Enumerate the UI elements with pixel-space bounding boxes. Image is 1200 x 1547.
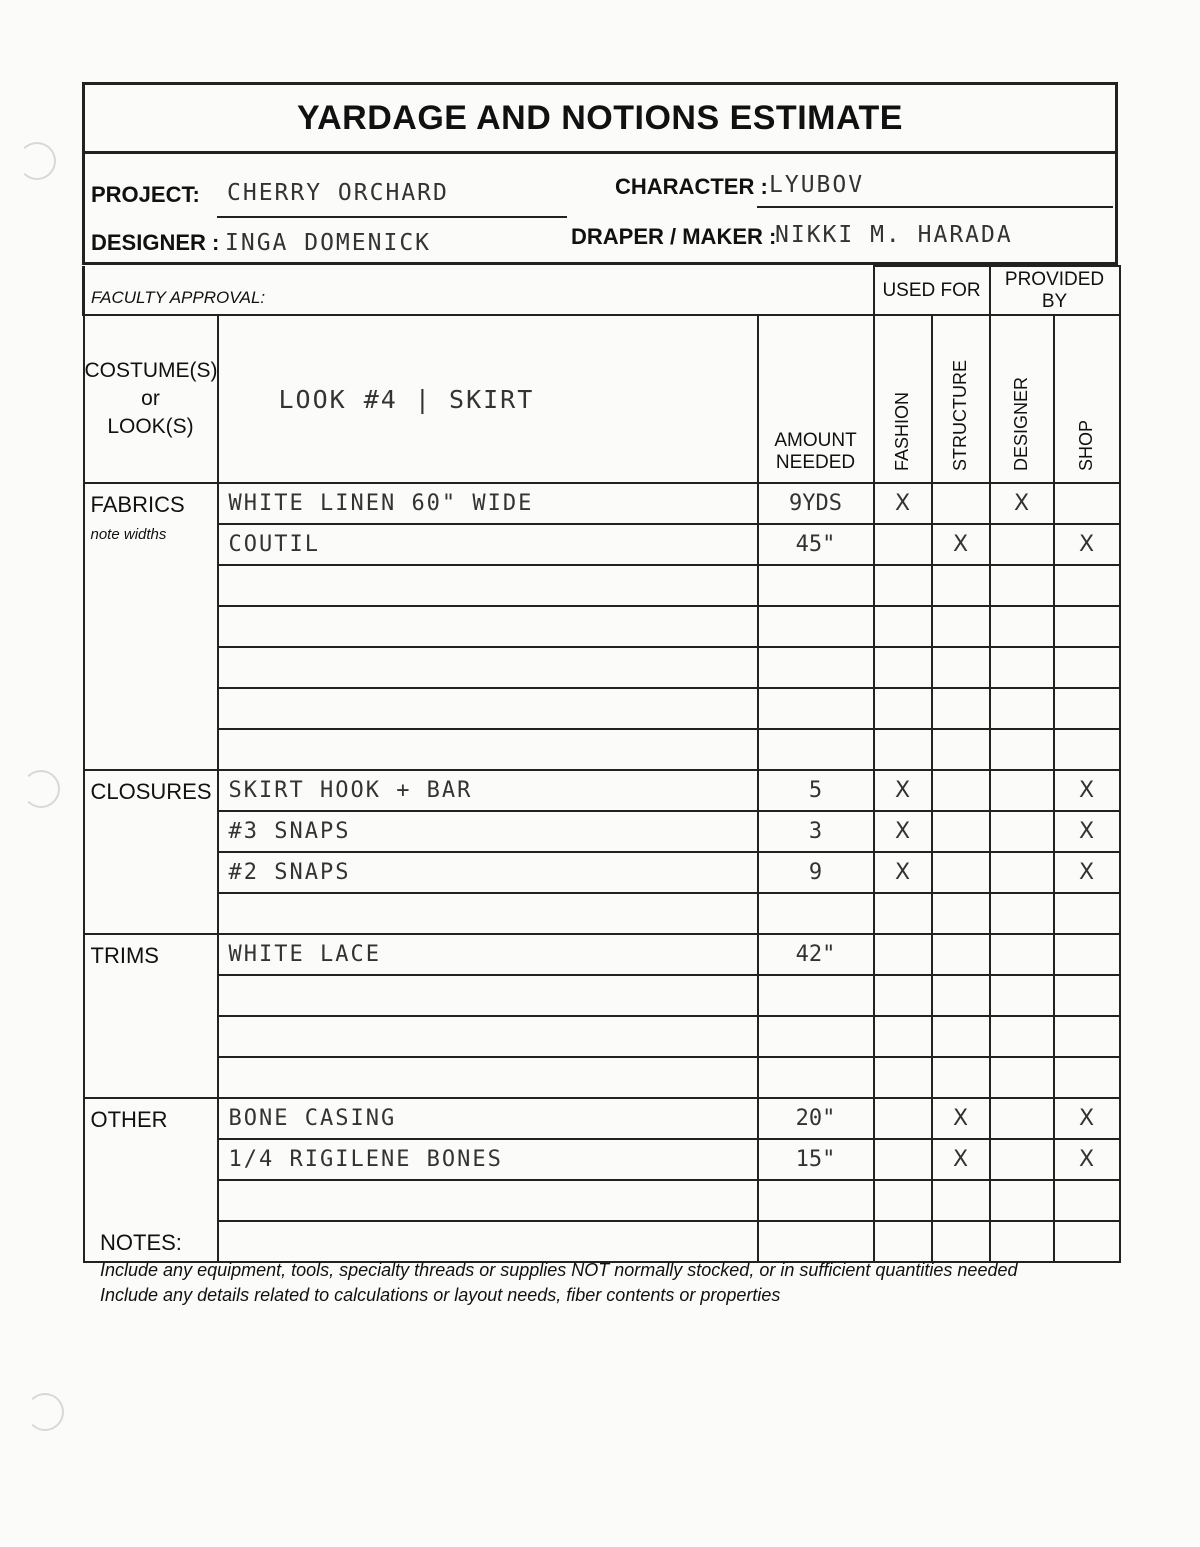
shop-check-cell[interactable] [1054, 729, 1120, 770]
estimate-rows [84, 483, 1120, 1262]
designer-check-cell[interactable] [990, 565, 1054, 606]
item-cell[interactable] [218, 688, 758, 729]
amount-cell[interactable] [758, 606, 874, 647]
designer-check-cell[interactable]: X [990, 483, 1054, 524]
fashion-check-cell[interactable]: X [874, 770, 932, 811]
amount-cell[interactable] [758, 565, 874, 606]
structure-check-cell[interactable] [932, 1180, 990, 1221]
project-underline [217, 216, 567, 218]
binder-hole-middle [22, 770, 60, 808]
structure-check-cell[interactable] [932, 975, 990, 1016]
structure-check-cell[interactable] [932, 688, 990, 729]
estimate-form [82, 82, 1118, 1263]
designer-label: DESIGNER : [91, 230, 220, 255]
amount-cell[interactable] [758, 1180, 874, 1221]
structure-check-cell[interactable] [932, 811, 990, 852]
fashion-check-cell[interactable] [874, 1016, 932, 1057]
shop-check-cell[interactable]: X [1054, 1139, 1120, 1180]
closures-category [84, 770, 218, 934]
shop-check-cell[interactable] [1054, 893, 1120, 934]
item-cell[interactable]: #3 SNAPS [218, 811, 758, 852]
estimate-table [82, 265, 1121, 1263]
structure-check-cell[interactable] [932, 1016, 990, 1057]
costume-label [84, 315, 218, 483]
notes-line-2: Include any details related to calculations or layout needs, fiber contents or properties [100, 1285, 781, 1305]
item-cell[interactable]: 1/4 RIGILENE BONES [218, 1139, 758, 1180]
costume-label-line2: LOOK(S) [107, 415, 194, 438]
designer-check-cell[interactable] [990, 1016, 1054, 1057]
shop-check-cell[interactable]: X [1054, 524, 1120, 565]
fashion-check-cell[interactable]: X [874, 811, 932, 852]
amount-cell[interactable] [758, 729, 874, 770]
notes-section [100, 1230, 1018, 1306]
fabrics-row [84, 606, 1120, 647]
shop-check-cell[interactable]: X [1054, 852, 1120, 893]
fashion-check-cell[interactable] [874, 524, 932, 565]
closures-row [84, 770, 1120, 811]
character-label: CHARACTER : [615, 174, 768, 199]
shop-header [1054, 315, 1120, 483]
fashion-check-cell[interactable] [874, 729, 932, 770]
fashion-check-cell[interactable] [874, 606, 932, 647]
item-cell[interactable] [218, 606, 758, 647]
shop-check-cell[interactable] [1054, 483, 1120, 524]
designer-check-cell[interactable] [990, 729, 1054, 770]
fashion-check-cell[interactable] [874, 1139, 932, 1180]
amount-header-line1: AMOUNT [774, 430, 857, 451]
closures-category-label: CLOSURES [90, 779, 212, 804]
item-cell[interactable] [218, 1057, 758, 1098]
fashion-check-cell[interactable] [874, 565, 932, 606]
project-value[interactable]: CHERRY ORCHARD [227, 180, 449, 206]
designer-check-cell[interactable] [990, 606, 1054, 647]
shop-check-cell[interactable]: X [1054, 770, 1120, 811]
structure-check-cell[interactable] [932, 483, 990, 524]
amount-cell[interactable] [758, 975, 874, 1016]
closures-row [84, 852, 1120, 893]
structure-check-cell[interactable] [932, 606, 990, 647]
trims-category-label: TRIMS [90, 943, 159, 968]
closures-row [84, 811, 1120, 852]
item-cell[interactable] [218, 729, 758, 770]
fashion-check-cell[interactable] [874, 688, 932, 729]
trims-row [84, 1057, 1120, 1098]
item-cell[interactable] [218, 975, 758, 1016]
structure-check-cell[interactable] [932, 934, 990, 975]
shop-check-cell[interactable]: X [1054, 811, 1120, 852]
shop-check-cell[interactable] [1054, 975, 1120, 1016]
amount-cell[interactable]: 9YDS [758, 483, 874, 524]
fabrics-row [84, 729, 1120, 770]
shop-check-cell[interactable] [1054, 1016, 1120, 1057]
designer-value[interactable]: INGA DOMENICK [225, 230, 432, 256]
item-cell[interactable]: #2 SNAPS [218, 852, 758, 893]
amount-cell[interactable]: 45" [758, 524, 874, 565]
trims-row [84, 975, 1120, 1016]
amount-cell[interactable]: 42" [758, 934, 874, 975]
amount-cell[interactable]: 15" [758, 1139, 874, 1180]
costume-label-line1: COSTUME(S) or [84, 359, 218, 410]
designer-check-cell[interactable] [990, 811, 1054, 852]
fabrics-row [84, 483, 1120, 524]
fabrics-category-label: FABRICS [90, 492, 185, 517]
fabrics-row [84, 524, 1120, 565]
fashion-check-cell[interactable] [874, 975, 932, 1016]
trims-row [84, 1016, 1120, 1057]
designer-check-cell[interactable] [990, 1098, 1054, 1139]
binder-hole-bottom [26, 1393, 64, 1431]
designer-check-cell[interactable] [990, 975, 1054, 1016]
structure-check-cell[interactable]: X [932, 1098, 990, 1139]
draper-value[interactable]: NIKKI M. HARADA [775, 222, 1013, 248]
designer-check-cell[interactable] [990, 770, 1054, 811]
shop-check-cell[interactable] [1054, 606, 1120, 647]
item-cell[interactable]: BONE CASING [218, 1098, 758, 1139]
fashion-check-cell[interactable]: X [874, 483, 932, 524]
designer-check-cell[interactable] [990, 524, 1054, 565]
item-cell[interactable] [218, 565, 758, 606]
designer-check-cell[interactable] [990, 1139, 1054, 1180]
shop-check-cell[interactable]: X [1054, 1098, 1120, 1139]
trims-row [84, 934, 1120, 975]
shop-check-cell[interactable] [1054, 565, 1120, 606]
shop-check-cell[interactable] [1054, 688, 1120, 729]
trims-category [84, 934, 218, 1098]
item-cell[interactable] [218, 1016, 758, 1057]
amount-cell[interactable] [758, 1057, 874, 1098]
designer-check-cell[interactable] [990, 647, 1054, 688]
other-category-label: OTHER [90, 1107, 168, 1132]
structure-check-cell[interactable] [932, 770, 990, 811]
character-value[interactable]: LYUBOV [769, 172, 865, 198]
fashion-header-text: FASHION [892, 391, 913, 471]
provided-by-header: PROVIDED BY [990, 266, 1120, 315]
designer-check-cell[interactable] [990, 893, 1054, 934]
designer-check-cell[interactable] [990, 934, 1054, 975]
notes-line-1: Include any equipment, tools, specialty threads or supplies NOT normally stocked, or in sufficient quantities needed [100, 1260, 1018, 1280]
amount-needed-header [758, 315, 874, 483]
structure-check-cell[interactable] [932, 1057, 990, 1098]
form-title: YARDAGE AND NOTIONS ESTIMATE [82, 82, 1118, 154]
amount-cell[interactable]: 3 [758, 811, 874, 852]
shop-check-cell[interactable] [1054, 1057, 1120, 1098]
other-row [84, 1098, 1120, 1139]
fashion-check-cell[interactable] [874, 647, 932, 688]
structure-check-cell[interactable]: X [932, 524, 990, 565]
structure-check-cell[interactable]: X [932, 1139, 990, 1180]
structure-check-cell[interactable] [932, 852, 990, 893]
shop-check-cell[interactable] [1054, 1221, 1120, 1262]
item-cell[interactable]: SKIRT HOOK + BAR [218, 770, 758, 811]
amount-cell[interactable]: 20" [758, 1098, 874, 1139]
structure-check-cell[interactable] [932, 729, 990, 770]
designer-check-cell[interactable] [990, 852, 1054, 893]
fashion-header [874, 315, 932, 483]
draper-label: DRAPER / MAKER : [571, 224, 777, 249]
fabrics-row [84, 565, 1120, 606]
costume-value[interactable]: LOOK #4 | SKIRT [218, 315, 758, 483]
designer-header [990, 315, 1054, 483]
shop-header-text: SHOP [1076, 419, 1097, 471]
project-label: PROJECT: [91, 182, 200, 207]
fashion-check-cell[interactable]: X [874, 852, 932, 893]
amount-cell[interactable] [758, 893, 874, 934]
item-cell[interactable] [218, 647, 758, 688]
item-cell[interactable] [218, 1180, 758, 1221]
fashion-check-cell[interactable] [874, 1180, 932, 1221]
fabrics-category-note: note widths [90, 526, 167, 543]
meta-section [82, 154, 1118, 265]
item-cell[interactable]: WHITE LINEN 60" WIDE [218, 483, 758, 524]
shop-check-cell[interactable] [1054, 934, 1120, 975]
designer-check-cell[interactable] [990, 688, 1054, 729]
designer-check-cell[interactable] [990, 1180, 1054, 1221]
item-cell[interactable]: COUTIL [218, 524, 758, 565]
fashion-check-cell[interactable] [874, 934, 932, 975]
fashion-check-cell[interactable] [874, 893, 932, 934]
amount-cell[interactable]: 5 [758, 770, 874, 811]
shop-check-cell[interactable] [1054, 1180, 1120, 1221]
amount-cell[interactable] [758, 1016, 874, 1057]
fabrics-category [84, 483, 218, 770]
other-row [84, 1139, 1120, 1180]
structure-check-cell[interactable] [932, 647, 990, 688]
binder-hole-top [18, 142, 56, 180]
notes-label: NOTES: [100, 1230, 182, 1255]
used-for-header: USED FOR [874, 266, 990, 315]
fashion-check-cell[interactable] [874, 1057, 932, 1098]
other-row [84, 1180, 1120, 1221]
faculty-approval-label: FACULTY APPROVAL: [84, 266, 874, 315]
designer-header-text: DESIGNER [1011, 376, 1032, 471]
fabrics-row [84, 647, 1120, 688]
structure-check-cell[interactable] [932, 893, 990, 934]
amount-header-line2: NEEDED [775, 452, 856, 473]
closures-row [84, 893, 1120, 934]
item-cell[interactable]: WHITE LACE [218, 934, 758, 975]
fashion-check-cell[interactable] [874, 1098, 932, 1139]
shop-check-cell[interactable] [1054, 647, 1120, 688]
fabrics-row [84, 688, 1120, 729]
structure-header [932, 315, 990, 483]
amount-cell[interactable] [758, 688, 874, 729]
amount-cell[interactable] [758, 647, 874, 688]
amount-cell[interactable]: 9 [758, 852, 874, 893]
structure-header-text: STRUCTURE [950, 360, 971, 471]
designer-check-cell[interactable] [990, 1057, 1054, 1098]
character-underline [757, 206, 1113, 208]
item-cell[interactable] [218, 893, 758, 934]
structure-check-cell[interactable] [932, 565, 990, 606]
